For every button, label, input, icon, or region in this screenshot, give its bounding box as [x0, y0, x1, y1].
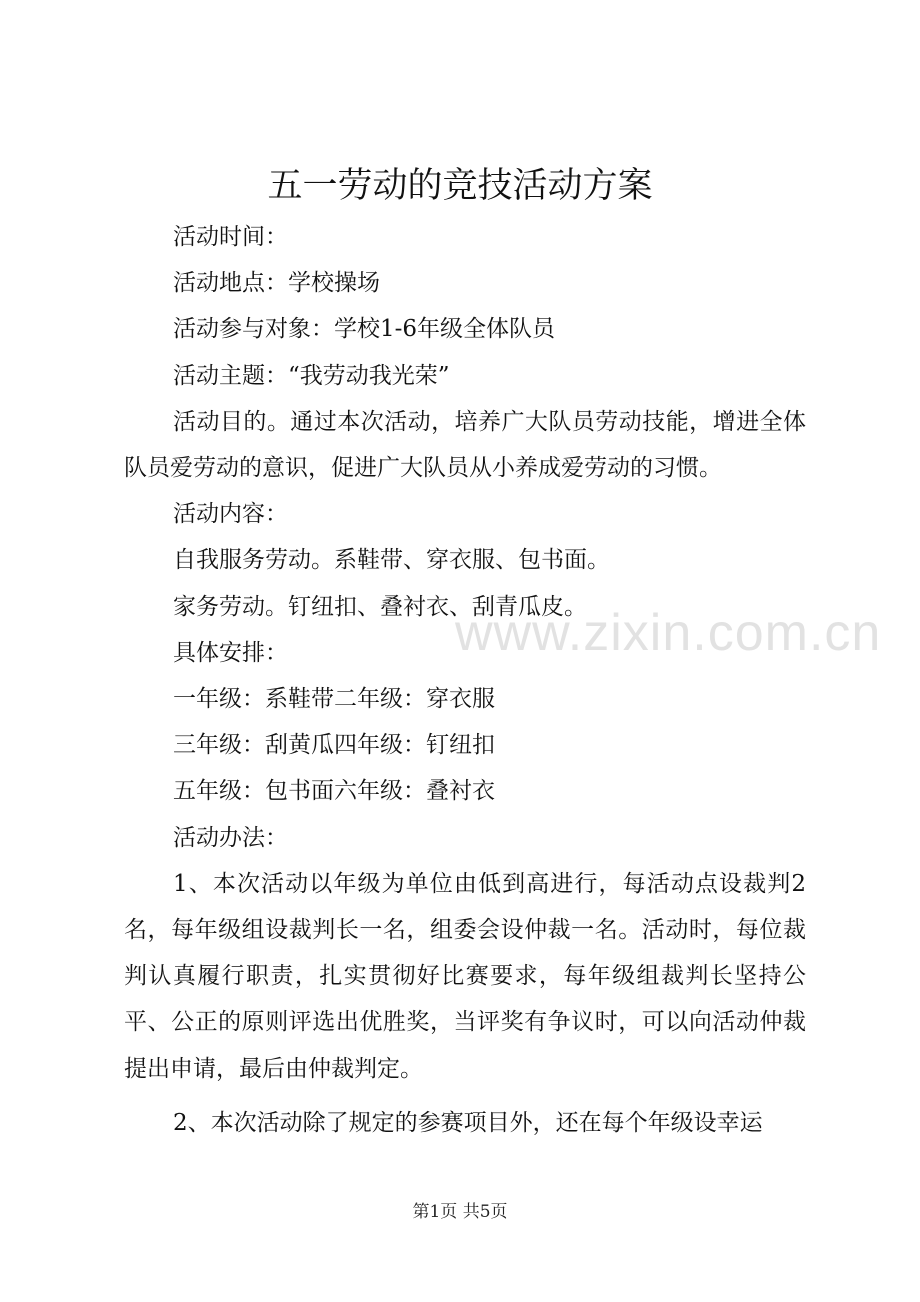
paragraph-theme: 活动主题：“我劳动我光荣”: [173, 362, 450, 389]
paragraph-grades-5-6: 五年级：包书面六年级：叠衬衣: [173, 778, 495, 805]
paragraph-method-1: 1、本次活动以年级为单位由低到高进行，每活动点设裁判2名，每年级组设裁判长一名，组委会设仲裁一名。活动时，每位裁判认真履行职责，扎实贯彻好比赛要求，每年级组裁判长坚持公平、公正的原则评选出优胜奖，当评奖有争议时，可以向活动仲裁提出申请，最后由仲裁判定。: [124, 870, 806, 1082]
paragraph-activity-location: 活动地点：学校操场: [173, 270, 380, 297]
watermark: www.zixin.com.cn: [455, 604, 882, 662]
document-title: 五一劳动的竞技活动方案: [267, 166, 653, 206]
paragraph-method-2: 2、本次活动除了规定的参赛项目外，还在每个年级设幸运: [173, 1109, 763, 1136]
paragraph-grades-3-4: 三年级：刮黄瓜四年级：钉纽扣: [173, 732, 495, 759]
paragraph-grades-1-2: 一年级：系鞋带二年级：穿衣服: [173, 686, 495, 713]
paragraph-purpose: 活动目的。通过本次活动，培养广大队员劳动技能，增进全体队员爱劳动的意识，促进广大队员从小养成爱劳动的习惯。: [124, 408, 806, 482]
paragraph-activity-time: 活动时间：: [173, 224, 288, 250]
paragraph-method-heading: 活动办法：: [173, 824, 288, 851]
paragraph-self-service: 自我服务劳动。系鞋带、穿衣服、包书面。: [173, 547, 610, 574]
document-body: [124, 214, 806, 1146]
paragraph-arrangement-heading: 具体安排：: [173, 639, 288, 666]
paragraph-content-heading: 活动内容：: [173, 501, 288, 528]
paragraph-participants: 活动参与对象：学校1-6年级全体队员: [173, 316, 556, 343]
page-footer: 第1页 共5页: [412, 1202, 508, 1222]
paragraph-housework: 家务劳动。钉纽扣、叠衬衣、刮青瓜皮。: [173, 593, 587, 620]
